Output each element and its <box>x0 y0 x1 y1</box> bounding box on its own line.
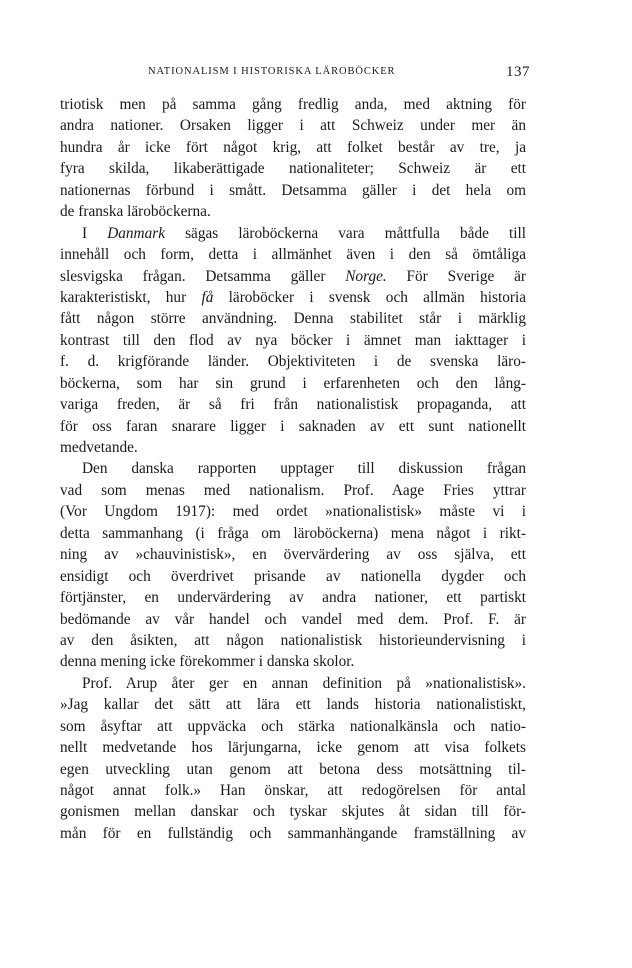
text-line: detta sammanhang (i fråga om läroböckerna) mena något i rikt- <box>60 524 526 542</box>
text-line: fått någon större användning. Denna stabilitet står i märklig <box>60 310 526 328</box>
text-segment: I <box>82 224 108 242</box>
text-line: fyra skilda, likaberättigade nationaliteter; Schweiz är ett <box>60 160 526 178</box>
text-line <box>60 266 526 287</box>
text-line: triotisk men på samma gång fredlig anda, med aktning för <box>60 96 526 113</box>
text-line: de franska läroböckerna. <box>60 203 211 221</box>
text-line: gonismen mellan danskar och tyskar skjutes åt sidan till för- <box>60 803 526 821</box>
text-line: (Vor Ungdom 1917): med ordet »nationalistisk» måste vi i <box>60 503 526 521</box>
text-line: något annat folk.» Han önskar, att redogörelsen för antal <box>60 782 526 799</box>
text-line: ensidigt och överdrivet prisande av nationella dygder och <box>60 567 526 585</box>
text-line: bedömande av vår handel och vandel med dem. Prof. F. är <box>60 610 526 628</box>
text-line: f. d. krigförande länder. Objektiviteten i de svenska läro- <box>60 353 526 371</box>
italic-place-name: få <box>201 288 214 306</box>
text-line: ning av »chauvinistisk», en övervärdering av oss själva, ett <box>60 546 526 564</box>
text-line: innehåll och form, detta i allmänhet även i den så ömtåliga <box>60 246 526 264</box>
text-line <box>60 287 526 308</box>
text-line: Den danska rapporten upptager till diskussion frågan <box>82 460 526 478</box>
text-line: »Jag kallar det sätt att lära ett lands historia nationalistiskt, <box>60 696 526 714</box>
text-segment: För Sverige är <box>386 267 526 285</box>
italic-place-name: Norge. <box>345 267 387 285</box>
text-line: Prof. Arup åter ger en annan definition på »nationalistisk». <box>82 674 526 692</box>
text-line: av den åsikten, att någon nationalistisk historieundervisning i <box>60 631 526 649</box>
italic-place-name: Danmark <box>107 224 165 242</box>
text-line: vad som menas med nationalism. Prof. Aage Fries yttrar <box>60 481 526 499</box>
text-line: variga freden, är så fri från nationalistisk propaganda, att <box>60 396 526 414</box>
text-line: kontrast till den flod av nya böcker i ämnet man iakttager i <box>60 331 526 349</box>
text-line: andra nationer. Orsaken ligger i att Schweiz under mer än <box>60 117 526 135</box>
text-line: förtjänster, en undervärdering av andra nationer, ett partiskt <box>60 589 526 607</box>
text-line: nellt medvetande hos lärjungarna, icke genom att visa folkets <box>60 739 526 757</box>
text-segment: läroböcker i svensk och allmän historia <box>213 288 526 306</box>
text-line: denna mening icke förekommer i danska skolor. <box>60 653 355 671</box>
text-line: böckerna, som har sin grund i erfarenheten och den lång- <box>60 374 526 392</box>
text-line: hundra år icke fört något krig, att folket består av tre, ja <box>60 138 526 156</box>
text-segment: karakteristiskt, hur <box>60 288 202 306</box>
text-line: nationernas förbund i smått. Detsamma gäller i det hela om <box>60 181 526 199</box>
text-line: egen utveckling utan genom att betona dess motsättning til- <box>60 760 526 778</box>
text-segment: sägas läroböckerna vara måttfulla både till <box>165 224 526 242</box>
running-title: NATIONALISM I HISTORISKA LÄROBÖCKER <box>148 66 396 77</box>
text-line <box>60 223 526 244</box>
running-header <box>60 64 530 84</box>
text-line: för oss faran snarare ligger i saknaden av ett sunt nationellt <box>60 417 526 435</box>
text-line: som åsyftar att uppväcka och stärka nationalkänsla och natio- <box>60 717 526 735</box>
text-line: medvetande. <box>60 439 138 456</box>
text-segment: slesvigska frågan. Detsamma gäller <box>60 267 346 285</box>
body-text <box>60 94 526 844</box>
page-number: 137 <box>506 64 530 80</box>
text-line: mån för en fullständig och sammanhängande framställning av <box>60 824 526 842</box>
